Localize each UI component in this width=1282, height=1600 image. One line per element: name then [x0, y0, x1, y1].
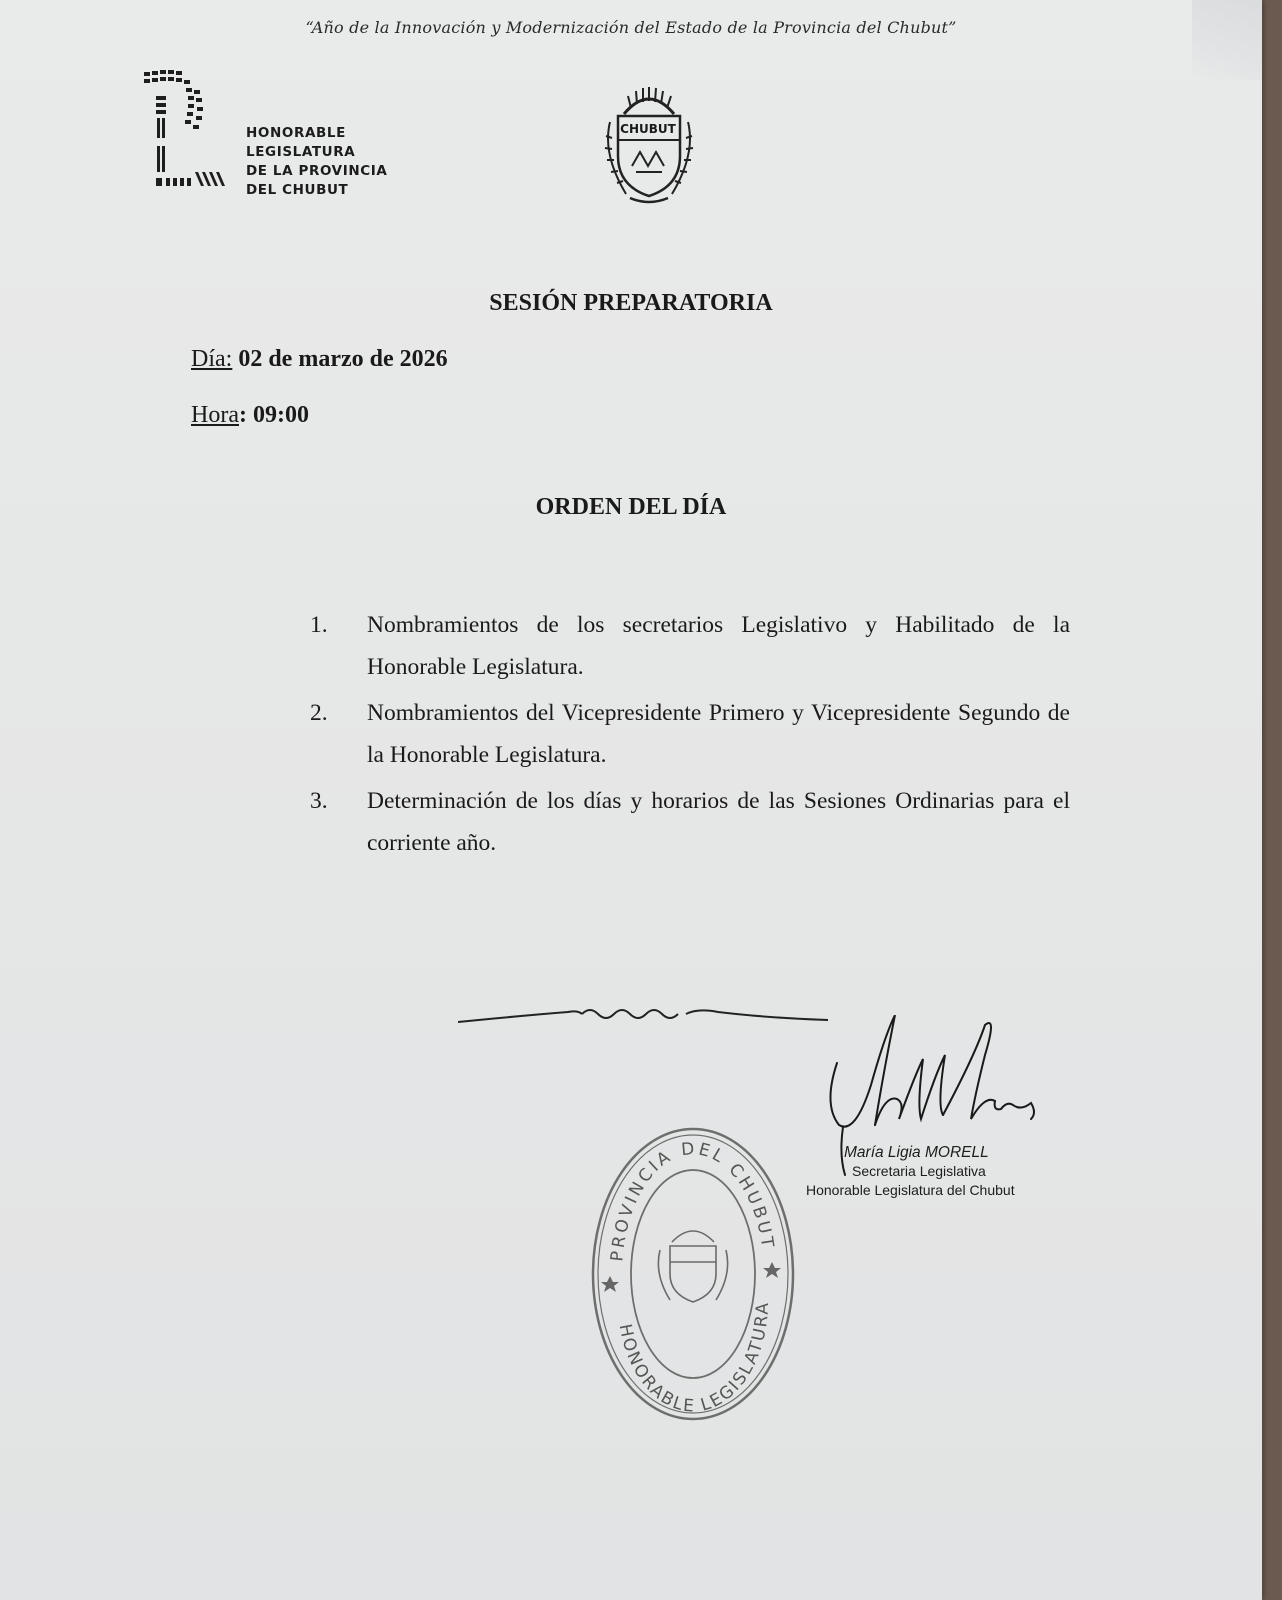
- agenda-item: [310, 604, 1070, 688]
- signer-institution: Honorable Legislatura del Chubut: [806, 1182, 1015, 1198]
- time-label: Hora: [191, 402, 239, 428]
- header-motto: “Año de la Innovación y Modernización del Estado de la Provincia del Chubut”: [305, 18, 957, 37]
- official-stamp: [588, 1124, 798, 1424]
- signature-block: [806, 1143, 1015, 1200]
- agenda-item-number: 1.: [310, 612, 328, 638]
- day-value: 02 de marzo de 2026: [238, 346, 448, 372]
- session-day: [191, 346, 448, 373]
- agenda-item-number: 3.: [310, 788, 328, 814]
- session-time: [191, 402, 309, 429]
- legislature-logo-text: [246, 124, 387, 200]
- paper-fold-shadow: [1192, 0, 1262, 80]
- agenda-item: [310, 692, 1070, 776]
- legislature-logo: [142, 68, 388, 198]
- logo-line: DEL CHUBUT: [246, 182, 349, 198]
- agenda-item: [310, 780, 1070, 864]
- agenda-item-text: Determinación de los días y horarios de las Sesiones Ordinarias para el corriente año.: [367, 788, 1070, 856]
- agenda-item-text: Nombramientos de los secretarios Legislativo y Habilitado de la Honorable Legislatura.: [367, 612, 1070, 680]
- agenda-item-number: 2.: [310, 700, 328, 726]
- day-label: Día:: [191, 346, 233, 372]
- coat-of-arms-icon: [596, 82, 702, 210]
- chubut-coat-of-arms: [596, 82, 702, 210]
- stamp-top-text: PROVINCIA DEL CHUBUT: [607, 1138, 778, 1263]
- coat-of-arms-label: CHUBUT: [620, 122, 676, 136]
- decorative-divider: [458, 1004, 828, 1034]
- legislature-logo-icon: [142, 68, 242, 198]
- time-value: : 09:00: [238, 402, 309, 428]
- agenda-title: ORDEN DEL DÍA: [535, 494, 727, 520]
- agenda-list: [310, 604, 1070, 868]
- signer-role: Secretaria Legislativa: [852, 1163, 986, 1179]
- logo-line: LEGISLATURA: [246, 144, 356, 160]
- agenda-item-text: Nombramientos del Vicepresidente Primero y Vicepresidente Segundo de la Honorable Legislatura.: [367, 700, 1070, 768]
- stamp-bottom-text: HONORABLE LEGISLATURA: [614, 1300, 774, 1417]
- logo-line: DE LA PROVINCIA: [246, 163, 388, 179]
- document-title: SESIÓN PREPARATORIA: [489, 290, 773, 316]
- logo-line: HONORABLE: [246, 125, 346, 141]
- signer-name: María Ligia MORELL: [844, 1144, 989, 1161]
